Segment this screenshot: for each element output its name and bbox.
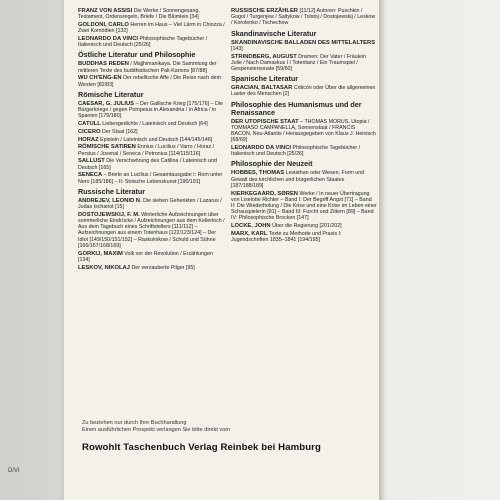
catalog-entry xyxy=(78,22,225,34)
entry-author: WU CH'ENG-EN xyxy=(78,75,122,82)
section-heading: Philosophie der Neuzeit xyxy=(231,159,313,169)
catalog-entry xyxy=(78,265,225,271)
entry-author: SENECA xyxy=(78,172,103,179)
page-code: D/VI xyxy=(8,468,20,474)
entry-text: Der verzauberte Pilger [95] xyxy=(131,264,195,271)
catalog-page xyxy=(64,0,379,500)
entry-text: Die sieben Gehenkten / Lazarus / Judas Ischariot [15] xyxy=(78,197,222,211)
entry-text: Herren im Haus – Viel Lärm in Chiozza / Zwei Komödien [132] xyxy=(78,22,225,35)
entry-author: HORAZ xyxy=(78,136,99,143)
catalog-entry xyxy=(78,251,225,263)
entry-author: RUSSISCHE ERZÄHLER xyxy=(231,8,298,14)
catalog-entry xyxy=(78,198,225,210)
entry-author: FRANZ VON ASSISI xyxy=(78,8,133,14)
section-heading: Russische Literatur xyxy=(78,186,146,196)
entry-text: Die Werke / Sonnengesang, Testament, Ordensregeln, Briefe / Die Blümlein [34] xyxy=(78,8,200,21)
entry-text: Liebesgedichte / Lateinisch und Deutsch [64] xyxy=(102,121,208,128)
entry-author: CICERO xyxy=(78,128,101,135)
catalog-entry xyxy=(78,101,225,120)
entry-author: GOLDONI, CARLO xyxy=(78,22,129,28)
entry-text: Der Staat [162] xyxy=(102,128,138,135)
entry-author: GRACIAN, BALTASAR xyxy=(231,85,293,92)
entry-author: BUDDHAS REDEN xyxy=(78,61,129,68)
catalog-entry xyxy=(78,212,225,249)
entry-author: CATULL xyxy=(78,121,101,128)
footer-note-2: Einen ausführlichen Prospekt verlangen Sie bitte direkt vom xyxy=(82,427,231,433)
entry-text: Die Verschwörung des Catilina / Lateinisch und Deutsch [165] xyxy=(78,158,217,171)
entry-author: CAESAR, G. JULIUS xyxy=(78,100,135,107)
entry-text: Werke / In neuer Übertragung von Liselotte Richter – Band I: Der Begriff Angst [71] – Band II: Die Wiederholung / Die Krise und eine Krise im Leben einer Schauspielerin [81] – Band III: Furcht und Zittern [89] – Band IV: Philosophische Brocken [147] xyxy=(231,190,377,222)
section-heading: Spanische Literatur xyxy=(231,74,299,84)
entry-text: Ennius / Lucilius / Varro / Horaz / Persius / Juvenal / Seneca / Petronius [114/115/116] xyxy=(78,144,215,157)
entry-author: RÖMISCHE SATIREN xyxy=(78,144,136,151)
section-heading: Skandinavische Literatur xyxy=(231,28,317,38)
entry-author: ANDREJEV, LEONID N. xyxy=(78,197,142,204)
entry-text: / Majjhimanikaya. Die Sammlung der mittleren Texte des buddhistischen Pali-Kanons [87/88] xyxy=(78,61,217,74)
catalog-entry xyxy=(231,119,377,144)
catalog-entry xyxy=(231,191,377,222)
entry-text: Dramen: Der Vater / Fräulein Julie / Nach Damaskus I / Totentanz / Ein Traumspiel / Gespenstersonate [59/60] xyxy=(231,53,366,73)
catalog-entry xyxy=(231,231,377,243)
entry-text: Episteln / Lateinisch und Deutsch [144/145/146] xyxy=(100,136,213,143)
left-column xyxy=(78,8,225,272)
entry-text: Criticón oder Über die allgemeinen Laster des Menschen [2] xyxy=(231,85,376,98)
entry-text: Über die Regierung [201/202] xyxy=(272,223,342,230)
entry-author: LEONARDO DA VINCI xyxy=(78,36,139,42)
catalog-entry xyxy=(78,121,225,127)
entry-text: [143] xyxy=(231,45,243,52)
entry-author: SKANDINAVISCHE BALLADEN DES MITTELALTERS xyxy=(231,39,376,46)
entry-text: – Der Gallische Krieg [175/176] – Die Bürgerkriege / gegen Pompeius in Alexandria / in Africa / in Spanien [179/180] xyxy=(78,100,223,120)
entry-author: STRINDBERG, AUGUST xyxy=(231,53,297,60)
entry-author: MARX, KARL xyxy=(231,231,268,238)
catalog-entry xyxy=(231,223,377,229)
section-heading: Philosophie des Humanismus und der Renaissance xyxy=(231,99,362,117)
catalog-entry xyxy=(231,54,377,73)
entry-author: DOSTOJEWSKIJ, F. M. xyxy=(78,211,140,218)
catalog-entry xyxy=(78,61,225,73)
entry-author: LESKOV, NIKOLAJ xyxy=(78,264,130,271)
catalog-entry xyxy=(78,8,225,20)
catalog-entry xyxy=(78,36,225,48)
entry-author: GORKIJ, MAXIM xyxy=(78,250,123,257)
page-edge xyxy=(379,0,385,500)
catalog-entry xyxy=(231,8,377,27)
entry-author: SALLUST xyxy=(78,158,105,165)
catalog-entry xyxy=(231,145,377,157)
entry-text: – Briefe an Lucilius / Gesamtausgabe I: Rom unter Nero [185/186] – II: Stoische Lebenskunst [190/191] xyxy=(78,172,223,185)
page-footer xyxy=(82,420,372,454)
section-heading: Östliche Literatur und Philosophie xyxy=(78,50,196,60)
entry-text: Volk vor der Revolution / Erzählungen [134] xyxy=(78,250,213,263)
entry-text: Texte zu Methode und Praxis I: Jugendschriften 1835–1841 [194/195] xyxy=(231,231,342,244)
catalog-entry xyxy=(231,170,377,189)
entry-text: Der rebellische Affe / Die Reise nach dem Westen [82/83] xyxy=(78,75,222,88)
footer-note-1: Zu beziehen nur durch Ihre Buchhandlung xyxy=(82,420,187,426)
catalog-entry xyxy=(78,129,225,135)
entry-text: – THOMAS MORUS, Utopia / TOMMASO CAMPANELLA, Sonnenstaat / FRANCIS BACON, Neu-Atlantis / Herausgegeben von Klaus J. Heinisch [68/69] xyxy=(231,118,376,144)
right-column xyxy=(231,8,377,245)
entry-author: KIERKEGAARD, SØREN xyxy=(231,190,298,197)
catalog-entry xyxy=(231,85,377,97)
catalog-entry xyxy=(78,172,225,184)
entry-text: [11/12] Autoren: Puschkin / Gogol / Turgenjew / Saltykow / Tolstoj / Dostojewskij / Leskow / Korolenko / Tschechow xyxy=(231,8,376,27)
catalog-columns xyxy=(78,8,377,428)
catalog-entry xyxy=(231,40,377,52)
catalog-entry xyxy=(78,144,225,156)
section-heading: Römische Literatur xyxy=(78,89,144,99)
catalog-entry xyxy=(78,158,225,170)
entry-text: Leviathan oder Wesen, Form und Gewalt des kirchlichen und bürgerlichen Staates [187/188/189] xyxy=(231,170,365,189)
catalog-entry xyxy=(78,75,225,87)
entry-text: Winterliche Aufzeichnungen über sommerliche Eindrücke / Aufzeichnungen aus dem Kellerloch / Aus dem Tagebuch eines Schriftstellers [111/112] – Aufzeichnungen aus einem Totenhaus [122/123/124] – Der Idiot [149/150/151/152] – Raskolnikow / Schuld und Sühne [166/167/168/169] xyxy=(78,211,225,249)
publisher-name: Rowohlt Taschenbuch Verlag Reinbek bei Hamburg xyxy=(82,442,321,453)
entry-author: LEONARDO DA VINCI xyxy=(231,145,292,152)
entry-author: DER UTOPISCHE STAAT xyxy=(231,118,299,125)
entry-author: HOBBES, THOMAS xyxy=(231,170,285,177)
entry-text: Philosophische Tagebücher / Italienisch und Deutsch [25/26] xyxy=(231,145,361,158)
catalog-entry xyxy=(78,137,225,143)
entry-author: LOCKE, JOHN xyxy=(231,223,271,230)
entry-text: Philosophische Tagebücher / Italienisch und Deutsch [25/26] xyxy=(78,36,208,49)
